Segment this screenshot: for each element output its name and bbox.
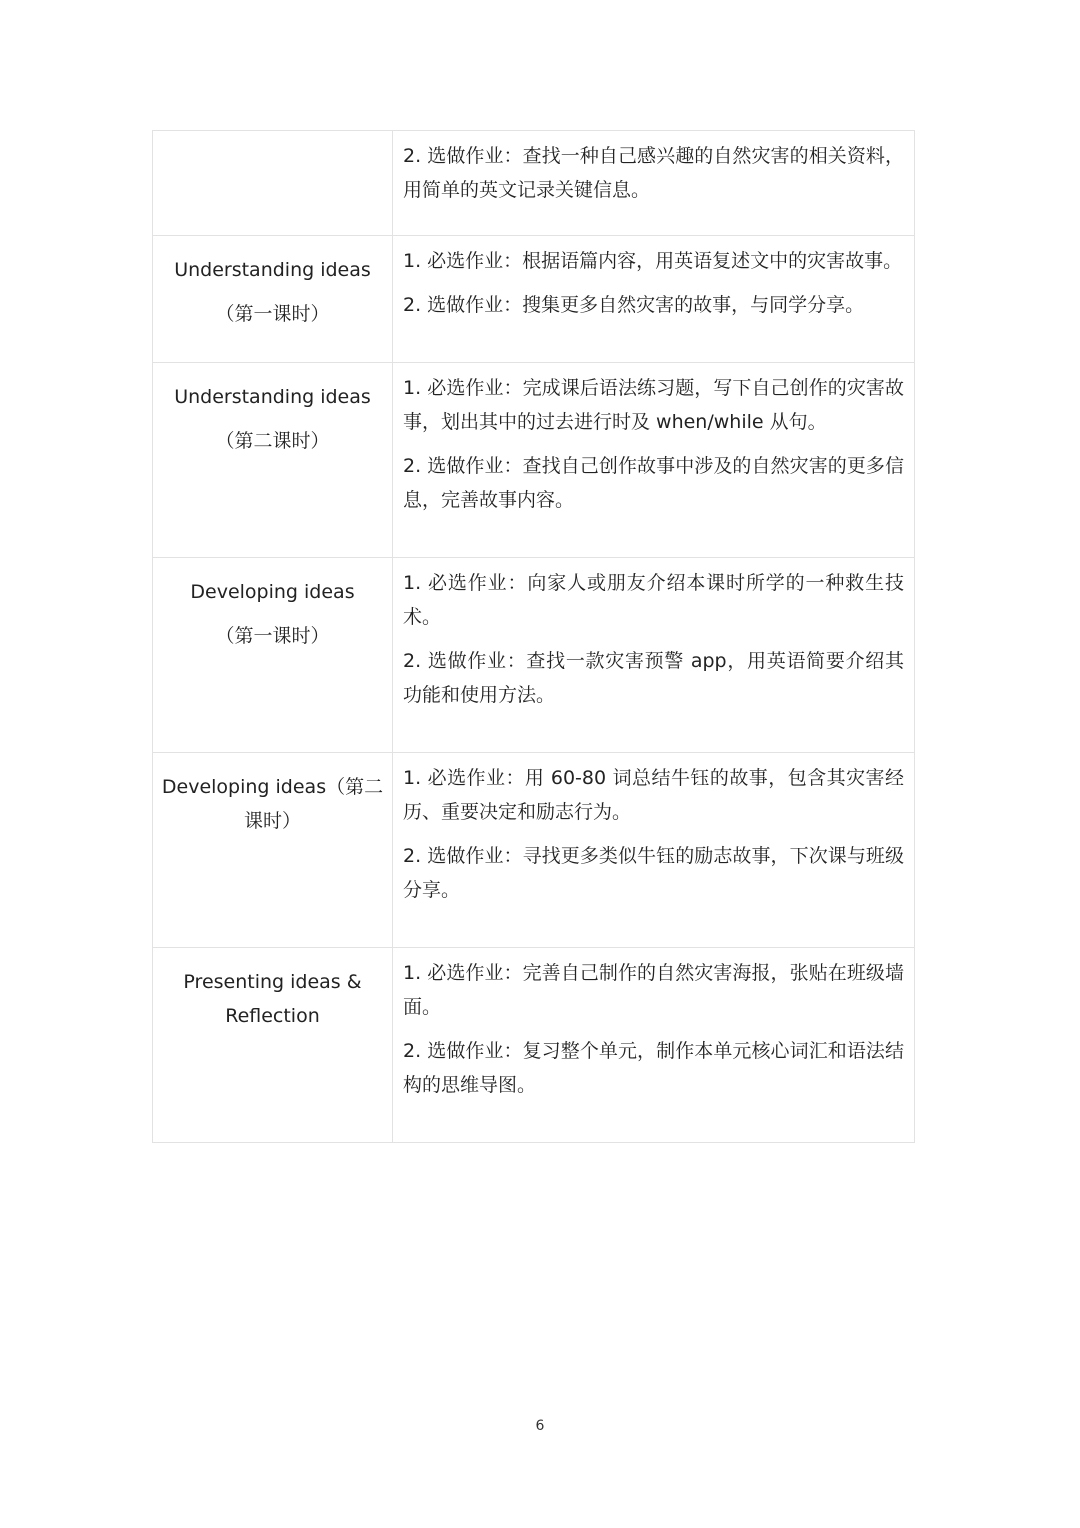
table-row	[153, 131, 915, 236]
table-row	[153, 948, 915, 1143]
lesson-cell	[153, 948, 393, 1143]
page-number: 6	[535, 1418, 545, 1434]
task-item: 2. 选做作业：搜集更多自然灾害的故事，与同学分享。	[403, 294, 865, 316]
lesson-period: （第一课时）	[215, 303, 330, 325]
table-row	[153, 236, 915, 363]
task-item: 2. 选做作业：寻找更多类似牛钰的励志故事，下次课与班级分享。	[403, 845, 904, 901]
lesson-name: Developing ideas	[190, 581, 355, 603]
lesson-cell	[153, 236, 393, 363]
lesson-name-cont: Reflection	[225, 1005, 320, 1027]
lesson-cell	[153, 558, 393, 753]
lesson-period: （第一课时）	[215, 625, 330, 647]
task-item: 1. 必选作业：向家人或朋友介绍本课时所学的一种救生技术。	[403, 572, 904, 628]
lesson-name: Understanding ideas	[174, 386, 371, 408]
tasks-cell	[393, 236, 915, 363]
task-item: 1. 必选作业：用 60-80 词总结牛钰的故事，包含其灾害经历、重要决定和励志行为。	[403, 767, 904, 823]
lesson-cell	[153, 363, 393, 558]
table-row	[153, 363, 915, 558]
task-item: 2. 选做作业：查找一种自己感兴趣的自然灾害的相关资料，用简单的英文记录关键信息。	[403, 145, 904, 201]
tasks-cell	[393, 948, 915, 1143]
lesson-name: Presenting ideas &	[183, 971, 362, 993]
tasks-cell	[393, 131, 915, 236]
lesson-name: Developing ideas（第二课时）	[161, 776, 384, 832]
lesson-period: （第二课时）	[215, 430, 330, 452]
tasks-cell	[393, 753, 915, 948]
table-row	[153, 558, 915, 753]
task-item: 1. 必选作业：完善自己制作的自然灾害海报，张贴在班级墙面。	[403, 962, 904, 1018]
task-item: 2. 选做作业：查找自己创作故事中涉及的自然灾害的更多信息，完善故事内容。	[403, 455, 904, 511]
lesson-name: Understanding ideas	[174, 259, 371, 281]
task-item: 2. 选做作业：复习整个单元，制作本单元核心词汇和语法结构的思维导图。	[403, 1040, 904, 1096]
task-item: 2. 选做作业：查找一款灾害预警 app，用英语简要介绍其功能和使用方法。	[403, 650, 904, 706]
lesson-cell	[153, 131, 393, 236]
tasks-cell	[393, 558, 915, 753]
tasks-cell	[393, 363, 915, 558]
homework-table	[152, 130, 915, 1143]
table-row	[153, 753, 915, 948]
lesson-cell	[153, 753, 393, 948]
task-item: 1. 必选作业：完成课后语法练习题，写下自己创作的灾害故事，划出其中的过去进行时及 when/while 从句。	[403, 377, 904, 433]
task-item: 1. 必选作业：根据语篇内容，用英语复述文中的灾害故事。	[403, 250, 903, 272]
